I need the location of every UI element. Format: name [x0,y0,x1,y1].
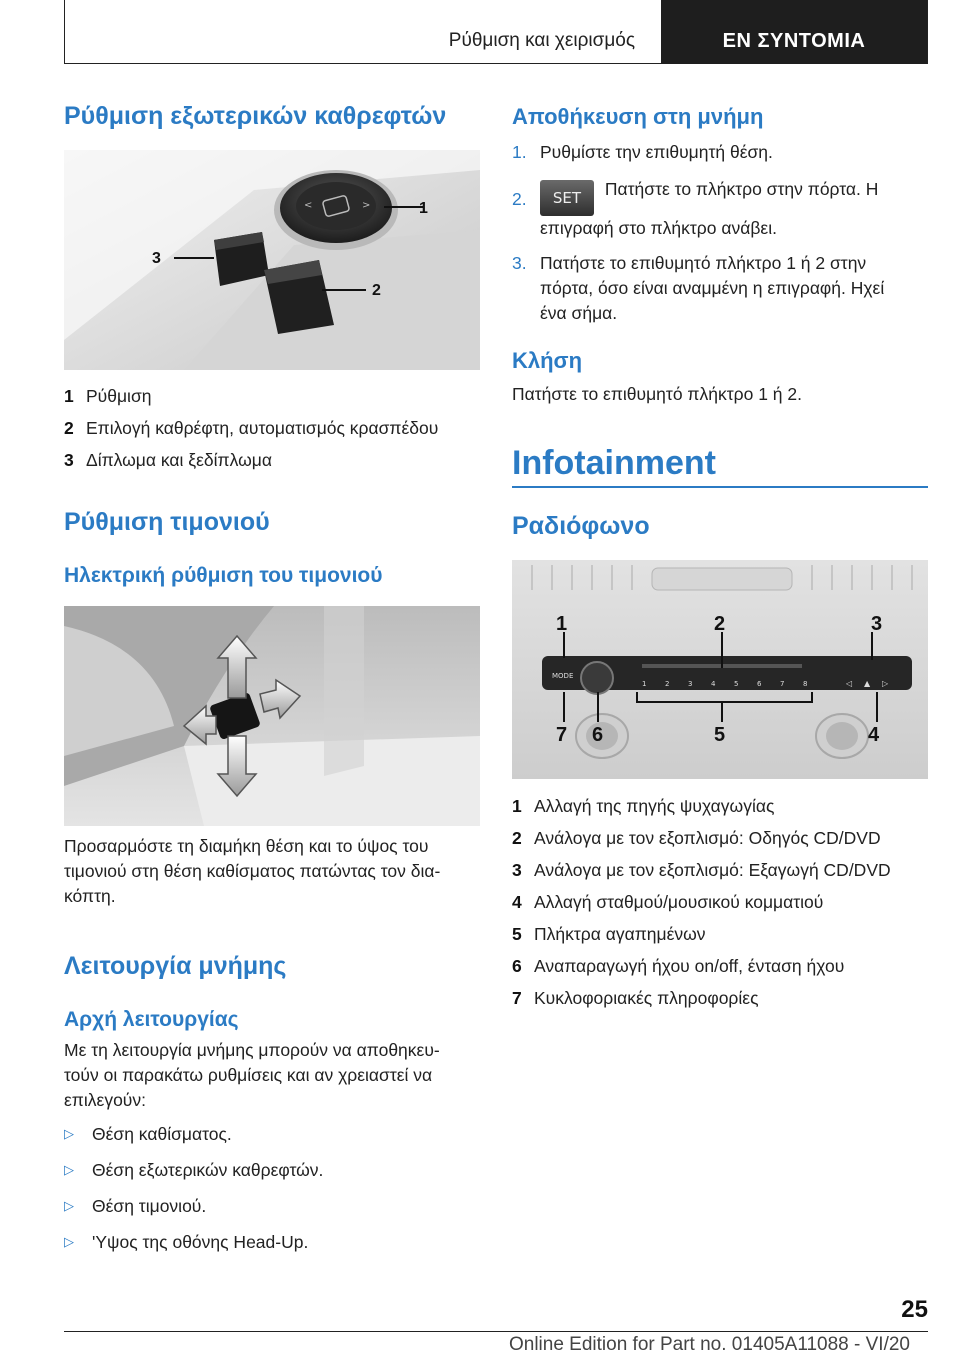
eject-icon: ▲ [864,679,871,688]
footer-divider [64,1331,928,1332]
mode-label: MODE [552,672,574,680]
recall-subsection-title: Κλήση [512,348,583,373]
list-item: 7 Κυκλοφοριακές πληροφορίες [512,988,759,1008]
steering-subsection-title: Ηλεκτρική ρύθμιση του τιμονιού [64,564,383,587]
radio-callout-3: 3 [871,613,883,635]
page-number: 25 [901,1296,928,1323]
preset-label-6: 6 [757,680,762,688]
store-subsection-title: Αποθήκευση στη μνήμη [512,104,764,129]
recall-text: Πατήστε το επιθυμητό πλήκτρο 1 ή 2. [512,384,802,404]
mirror-controls-illustration [64,150,480,370]
list-item: 1. Ρυθμίστε την επιθυμητή θέση. [512,142,773,162]
radio-callout-5: 5 [714,724,726,746]
steering-switch-photo [64,606,480,826]
footer-edition-text: Online Edition for Part no. 01405A11088 - VI/20 [508,1334,910,1355]
steering-instructions: Προσαρμόστε τη διαμήκη θέση και το ύψος του τιμονιού στη θέση καθίσματος πατώντας τον δια- κόπτη. [64,836,441,906]
list-item: ▷ 'Υψος της οθόνης Head-Up. [64,1224,480,1260]
preset-label-5: 5 [734,680,739,688]
svg-text:<: < [304,200,313,211]
infotainment-chapter-title: Infotainment [512,444,716,482]
radio-callout-1: 1 [556,613,568,635]
chapter-divider [512,486,928,488]
memory-intro-text: Με τη λειτουργία μνήμης μπορούν να αποθηκευ- τούν οι παρακάτω ρυθμίσεις και αν χρειαστεί να επιλεγούν: [64,1040,440,1110]
triangle-bullet-icon: ▷ [64,1126,74,1141]
radio-callout-7: 7 [556,724,568,746]
steering-switch-illustration [64,606,480,826]
svg-text:>: > [362,200,371,211]
set-button-icon: SET [540,180,594,216]
mirror-section-title: Ρύθμιση εξωτερικών καθρεφτών [64,102,447,130]
list-item: 1 Αλλαγή της πηγής ψυχαγωγίας [512,796,775,816]
preset-label-8: 8 [803,680,808,688]
list-item: 3 Ανάλογα με τον εξοπλισμό: Εξαγωγή CD/DVD [512,860,891,880]
list-item: 6 Αναπαραγωγή ήχου on/off, ένταση ήχου [512,956,845,976]
steering-section-title: Ρύθμιση τιμονιού [64,508,270,536]
header-section-title: Ρύθμιση και χειρισμός [448,30,635,51]
prev-track-icon: ◁ [846,679,853,688]
preset-label-1: 1 [642,680,647,688]
radio-callout-4: 4 [868,724,880,746]
memory-subsection-title: Αρχή λειτουργίας [64,1008,239,1031]
mirror-legend-list [64,380,480,476]
radio-panel-illustration [512,560,928,779]
list-item: 2. SET Πατήστε το πλήκτρο στην πόρτα. Η επιγραφή στο πλήκτρο ανάβει. [512,179,879,238]
memory-section-title: Λειτουργία μνήμης [64,952,287,980]
radio-panel-photo [512,560,928,779]
preset-label-7: 7 [780,680,785,688]
triangle-bullet-icon: ▷ [64,1162,74,1177]
memory-bullet-list [64,1116,480,1260]
radio-legend-list [512,790,928,1014]
preset-label-4: 4 [711,680,716,688]
mirror-callout-1: 1 [419,200,428,217]
next-track-icon: ▷ [882,679,889,688]
radio-callout-2: 2 [714,613,726,635]
list-item: 5 Πλήκτρα αγαπημένων [512,924,706,944]
list-item: 2 Ανάλογα με τον εξοπλισμό: Οδηγός CD/DVD [512,828,881,848]
store-steps-list [512,140,928,338]
list-item: 3 Δίπλωμα και ξεδίπλωμα [64,450,272,470]
list-item: ▷ Θέση καθίσματος. [64,1116,480,1152]
triangle-bullet-icon: ▷ [64,1234,74,1249]
page-header [64,0,928,64]
list-item: 1 Ρύθμιση [64,386,152,406]
radio-section-title: Ραδιόφωνο [512,512,650,540]
list-item: 2 Επιλογή καθρέφτη, αυτοματισμός κρασπέδου [64,418,439,438]
list-item: ▷ Θέση τιμονιού. [64,1188,480,1224]
triangle-bullet-icon: ▷ [64,1198,74,1213]
list-item: 4 Αλλαγή σταθμού/μουσικού κομματιού [512,892,824,912]
mirror-callout-3: 3 [152,250,161,267]
mirror-callout-2: 2 [372,282,381,299]
mirror-controls-photo [64,150,480,370]
radio-callout-6: 6 [592,724,604,746]
list-item: 3. Πατήστε το επιθυμητό πλήκτρο 1 ή 2 στην πόρτα, όσο είναι αναμμένη η επιγραφή. Ηχεί ένα σήμα. [512,253,885,323]
header-chapter-tab[interactable]: EN ΣΥΝΤΟΜΙΑ [661,0,927,64]
list-item: ▷ Θέση εξωτερικών καθρεφτών. [64,1152,480,1188]
preset-label-3: 3 [688,680,693,688]
preset-label-2: 2 [665,680,670,688]
